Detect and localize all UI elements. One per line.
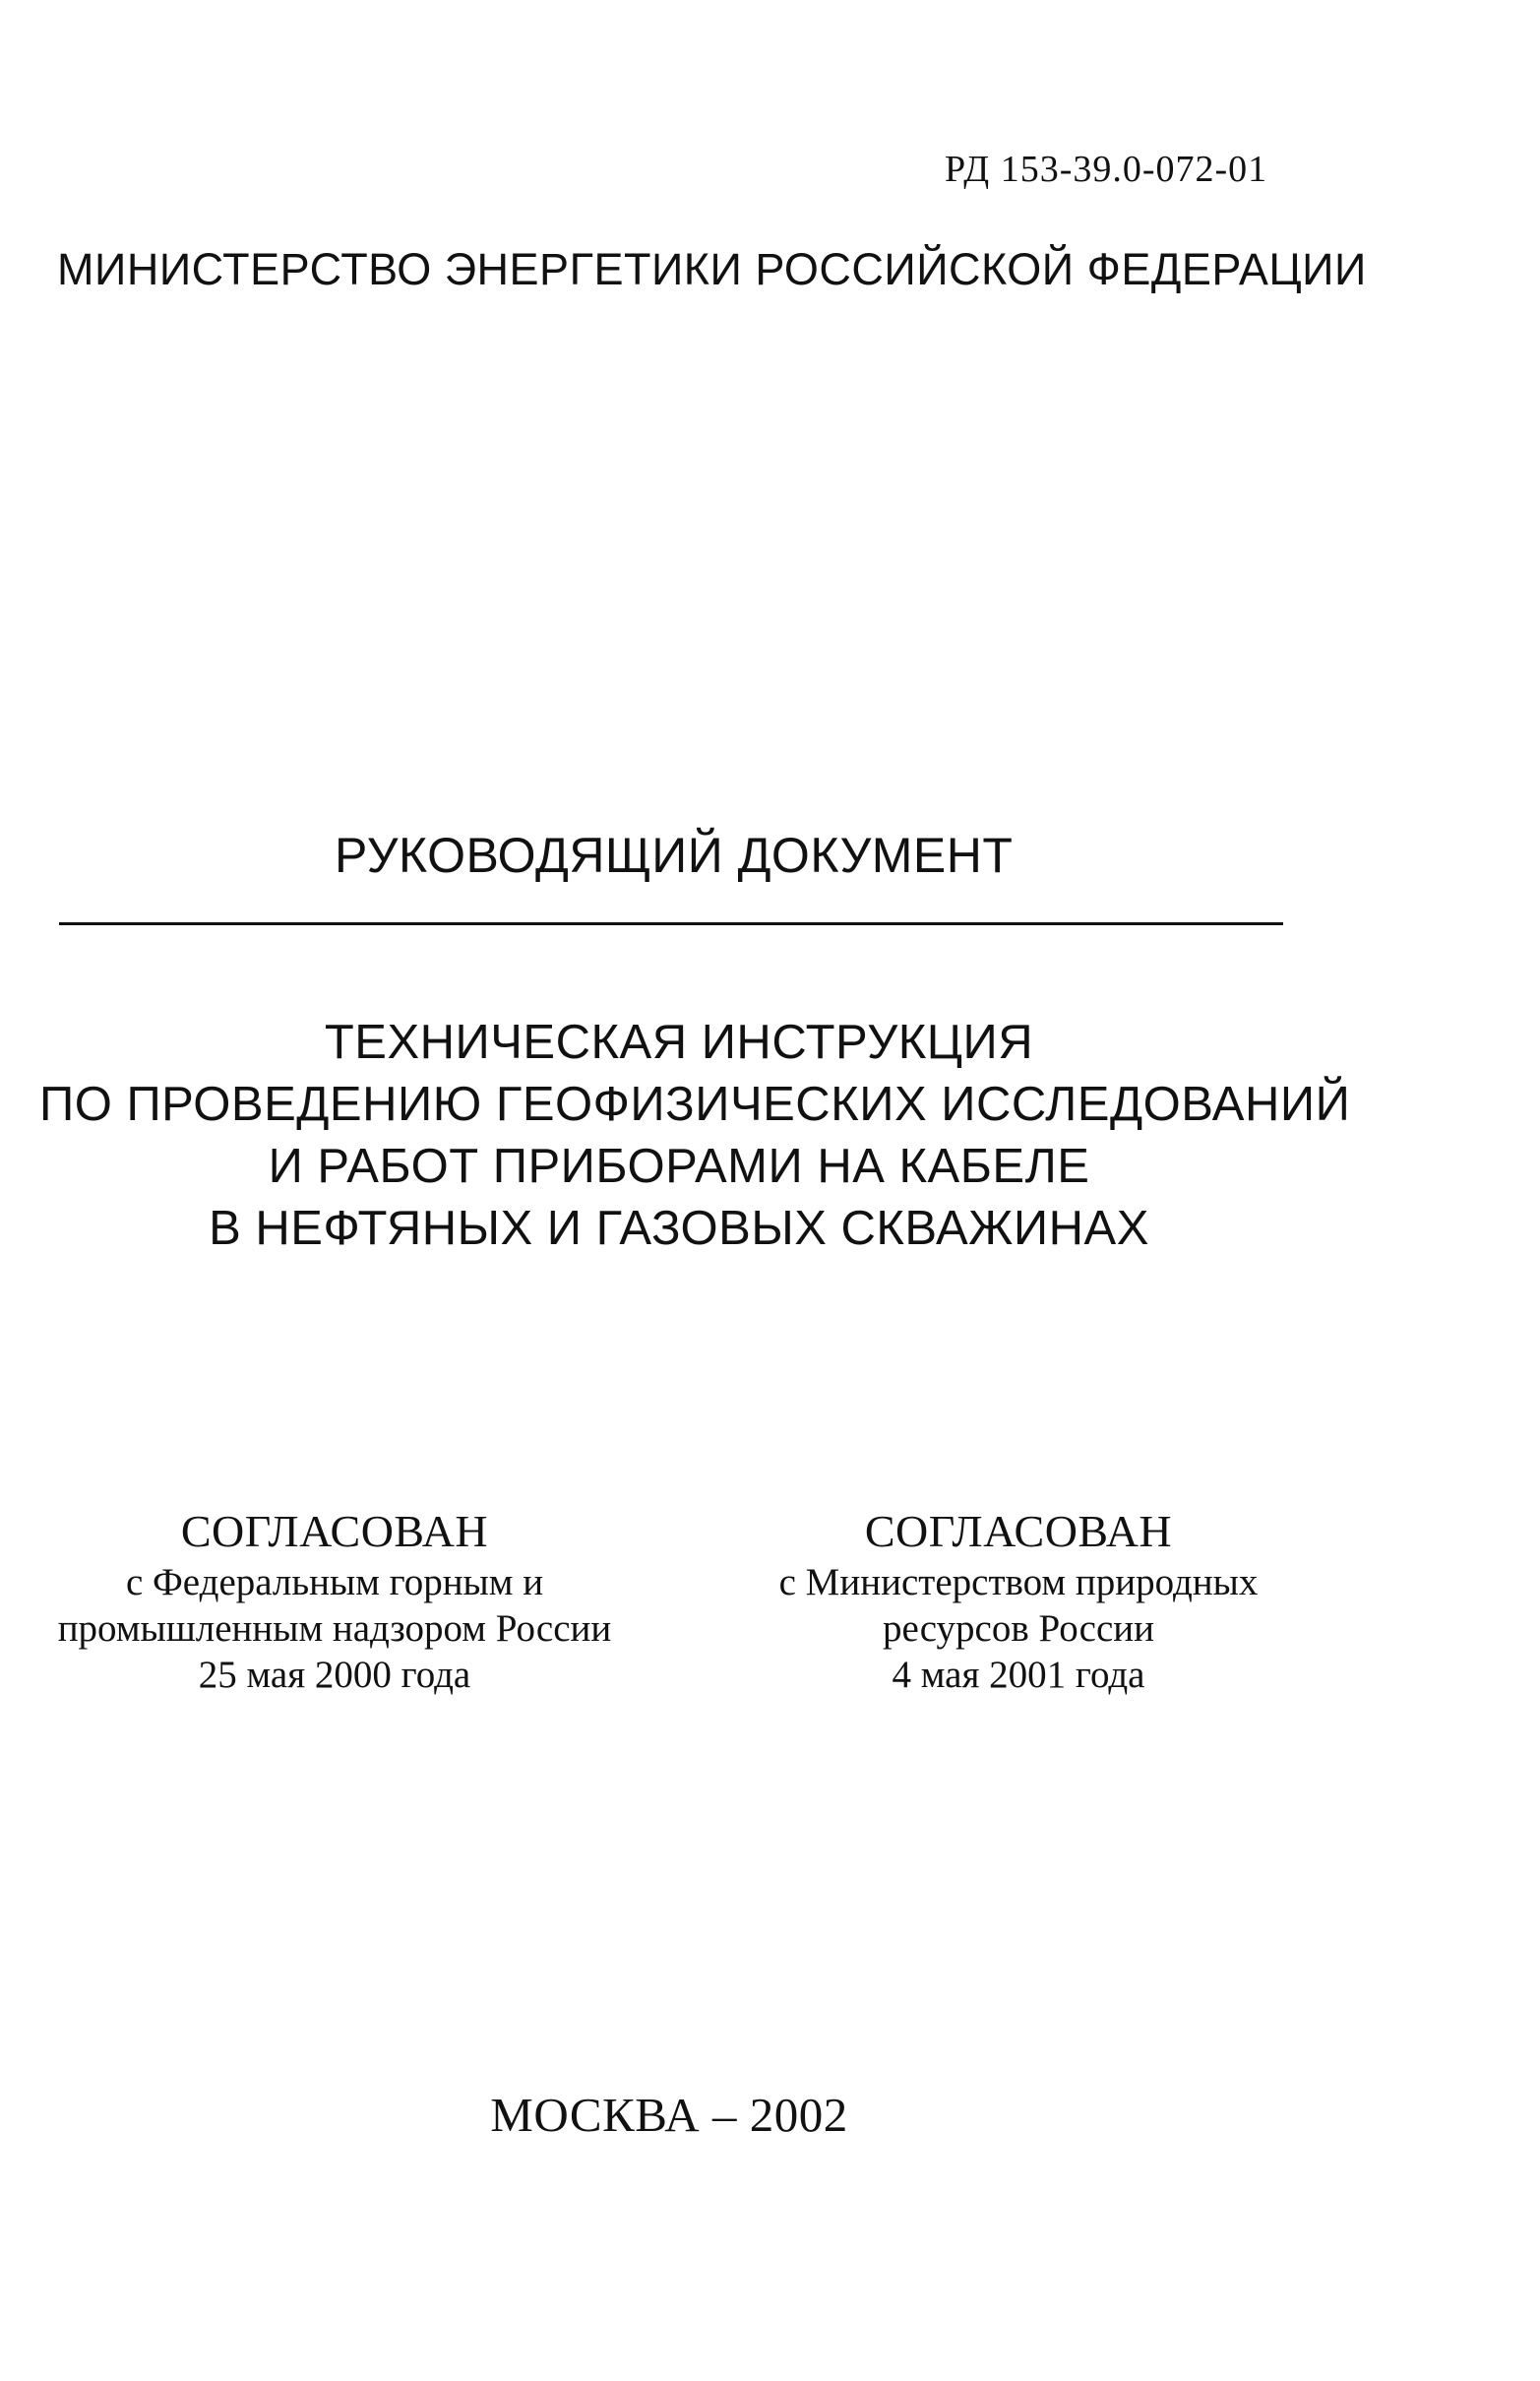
approval-line: с Федеральным горным и [125, 1561, 544, 1603]
approval-date: 25 мая 2000 года [198, 1654, 471, 1696]
title-line: И РАБОТ ПРИБОРАМИ НА КАБЕЛЕ [268, 1140, 1090, 1193]
approval-line: ресурсов России [882, 1607, 1155, 1650]
approval-block-left [20, 1504, 649, 1698]
horizontal-rule [59, 922, 1283, 925]
place-and-year: МОСКВА – 2002 [490, 2088, 848, 2142]
title-line: В НЕФТЯНЫХ И ГАЗОВЫХ СКВАЖИНАХ [209, 1202, 1149, 1255]
approval-line: с Министерством природных [778, 1561, 1259, 1603]
title-line: ТЕХНИЧЕСКАЯ ИНСТРУКЦИЯ [324, 1016, 1034, 1069]
approval-heading: СОГЛАСОВАН [864, 1506, 1173, 1556]
approval-date: 4 мая 2001 года [892, 1654, 1145, 1696]
document-title [39, 1012, 1351, 1260]
approval-block-right [723, 1504, 1314, 1698]
document-code: РД 153-39.0-072-01 [945, 149, 1268, 190]
approval-line: промышленным надзором России [57, 1607, 612, 1650]
ministry-name: МИНИСТЕРСТВО ЭНЕРГЕТИКИ РОССИЙСКОЙ ФЕДЕРАЦИИ [57, 244, 1367, 294]
title-line: ПО ПРОВЕДЕНИЮ ГЕОФИЗИЧЕСКИХ ИССЛЕДОВАНИЙ [39, 1078, 1351, 1131]
document-type: РУКОВОДЯЩИЙ ДОКУМЕНТ [335, 828, 1014, 883]
approval-heading: СОГЛАСОВАН [180, 1506, 489, 1556]
